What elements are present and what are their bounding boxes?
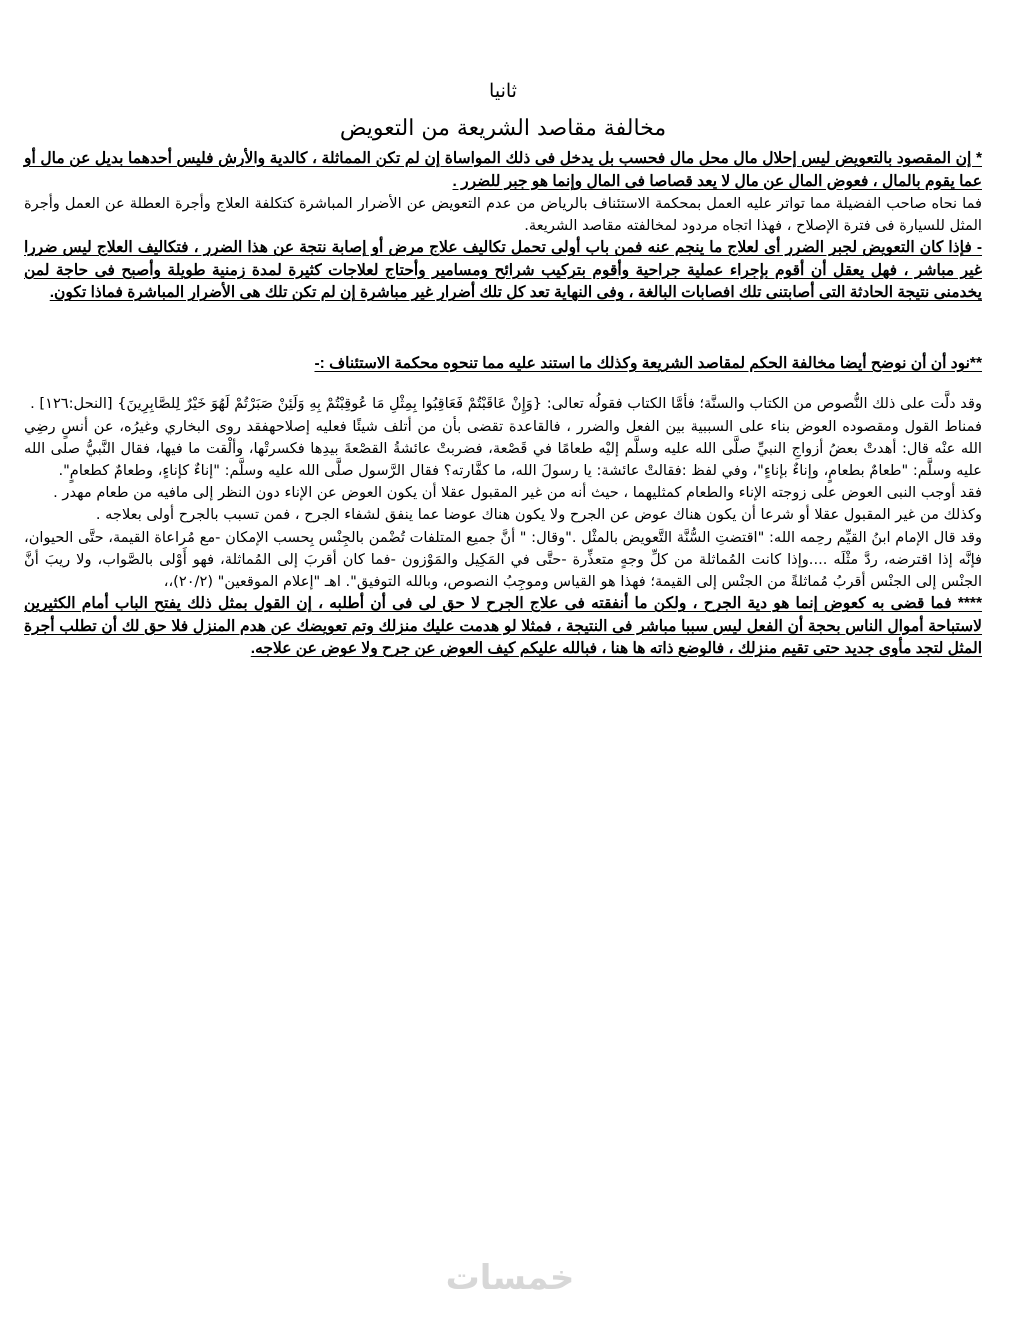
document-body — [24, 78, 982, 661]
paragraph-quran-evidence: وقد دلَّت على ذلك النُّصوص من الكتاب والسنَّة؛ فأمَّا الكتاب فقولُه تعالى: {وَإِنْ عَاقَبْتُمْ فَعَاقِبُوا بِمِثْلِ مَا عُوقِبْتُمْ بِهِ وَلَئِنْ صَبَرْتُمْ لَهُوَ خَيْرٌ لِلصَّابِرِينَ} [النحل:١٢٦] . — [30, 395, 982, 413]
spacer — [24, 375, 982, 393]
paragraph-court-position: فما نحاه صاحب الفضيلة مما تواتر عليه العمل بمحكمة الاستئناف بالرياض من عدم التعويض عن الأضرار المباشرة كتكلفة العلاج وأجرة العطلة عن العمل وأجرة المثل للسيارة فى فترة الإصلاح ، فهذا اتجاه مردود لمخالفته مقاصد الشريعة. — [24, 195, 982, 235]
paragraph-clarification-heading: **نود أن أن نوضح أيضا مخالفة الحكم لمقاصد الشريعة وكذلك ما استند عليه مما تنحوه محكمة الاستئناف :- — [314, 354, 982, 372]
paragraph-compensation-purpose: * إن المقصود بالتعويض ليس إحلال مال محل مال فحسب بل يدخل فى ذلك المواساة إن لم تكن المماثلة ، كالدية والأرش فليس أحدهما بديل عن مال أو عما يقوم بالمال ، فعوض المال عن مال لا يعد قصاصا فى المال وإنما هو جبر للضرر . — [24, 150, 982, 190]
paragraph-treatment-costs: - فإذا كان التعويض لجبر الضرر أى لعلاج ما ينجم عنه فمن باب أولى تحمل تكاليف علاج مرض أو إصابة نتجة عن هذا الضرر ، فتكاليف العلاج ليس ضررا غير مباشر ، فهل يعقل أن أقوم بإجراء عملية جراحية وأقوم بتركيب شرائح ومسامير وأحتاج لعلاجات كثيرة لمدة زمنية طويلة وأصبح فى حاجة لمن يخدمنى نتيجة الحادثة التى أصابتنى تلك افصابات البالغة ، وفى النهاية تعد كل تلك أضرار غير مباشرة إن لم تكن تلك هى الأضرار المباشرة فماذا تكون. — [24, 239, 982, 302]
paragraph-hadith-evidence: فمناط القول ومقصوده العوض بناء على السببية بين الفعل والضرر ، فالقاعدة تقضى بأن من أتلف شيئًا فعليه إصلاحهفقد روى البخاري وغيرُه، عن أنسٍ رضِي الله عنْه قال: أهدتْ بعضُ أزواجِ النبيِّ صلَّى الله عليه وسلَّم إليْه طعامًا في قَصْعة، فضربتْ عائشةُ القصْعةَ بيدِها فكسرتْها، وألْقت ما فيها، فقال النَّبيُّ صلى الله عليه وسلَّم: "طعامٌ بطعامٍ، وإناءٌ بإناءٍ"، وفي لفظ :فقالتْ عائشة: يا رسولَ الله، ما كفَّارته؟ فقال الرَّسول صلَّى الله عليه وسلَّم: "إناءٌ كإناءٍ، وطعامٌ كطعامٍ". — [24, 417, 982, 480]
spacer — [24, 305, 982, 353]
section-number-heading: ثانيا — [489, 80, 517, 102]
paragraph-wound-analogy: وكذلك من غير المقبول عقلا أو شرعا أن يكون هناك عوض عن الجرح ولا يكون هناك عوضا عما ينفق لشفاء الجرح ، فمن تسبب بالجرح أولى بعلاجه . — [95, 506, 982, 524]
paragraph-prophet-ruling: فقد أوجب النبى العوض على زوجته الإناء والطعام كمثليهما ، حيث أنه من غير المقبول عقلا أن يكون العوض عن الإناء دون النظر إلى مافيه من طعام مهدر . — [53, 484, 982, 502]
section-title-heading: مخالفة مقاصد الشريعة من التعويض — [339, 116, 667, 141]
paragraph-ibn-qayyim-quote: وقد قال الإمام ابنُ القيِّم رحِمه الله: "اقتضتِ السُّنَّة التَّعويض بالمثْل ."وقال: " أنَّ جميع المتلفات تُضْمن بالجِنْس بِحسب الإمكان -مع مُراعاة القيمة، حتَّى الحيوان، فإنَّه إذا اقترضه، ردَّ مثْلَه ....وإذا كانت المُماثلة من كلِّ وجهٍ متعذِّرة -حتَّى في المَكِيل والمَوْزون -فما كان أقربَ إلى المُماثلة، فهو أَوْلى بالصَّواب، ولا ريبَ أنَّ الجنْس إلى الجنْس أقربُ مُماثلةً من الجنْس إلى القيمة؛ فهذا هو القياس وموجِبُ النصوص، وبالله التوفيق". اهـ "إعلام الموقعين" (٢٠/٢)،، — [24, 528, 982, 591]
paragraph-conclusion: **** فما قضى به كعوض إنما هو دية الجرح ، ولكن ما أنفقته فى علاج الجرح لا حق لى فى أن أطلبه ، إن القول بمثل ذلك يفتح الباب أمام الكثيرين لاستباحة أموال الناس بحجة أن الفعل ليس سببا مباشر فى النتيجة ، فمثلا لو هدمت عليك منزلك وتم تعويضك عن هدم المنزل فلا حق لك أن تطلب أجرة المثل لتجد مأوى جديد حتى تقيم منزلك ، فالوضع ذاته ها هنا ، فبالله عليكم كيف العوض عن جرح ولا عوض عن علاجه. — [24, 595, 982, 658]
watermark-logo: خمسات — [445, 1258, 575, 1298]
